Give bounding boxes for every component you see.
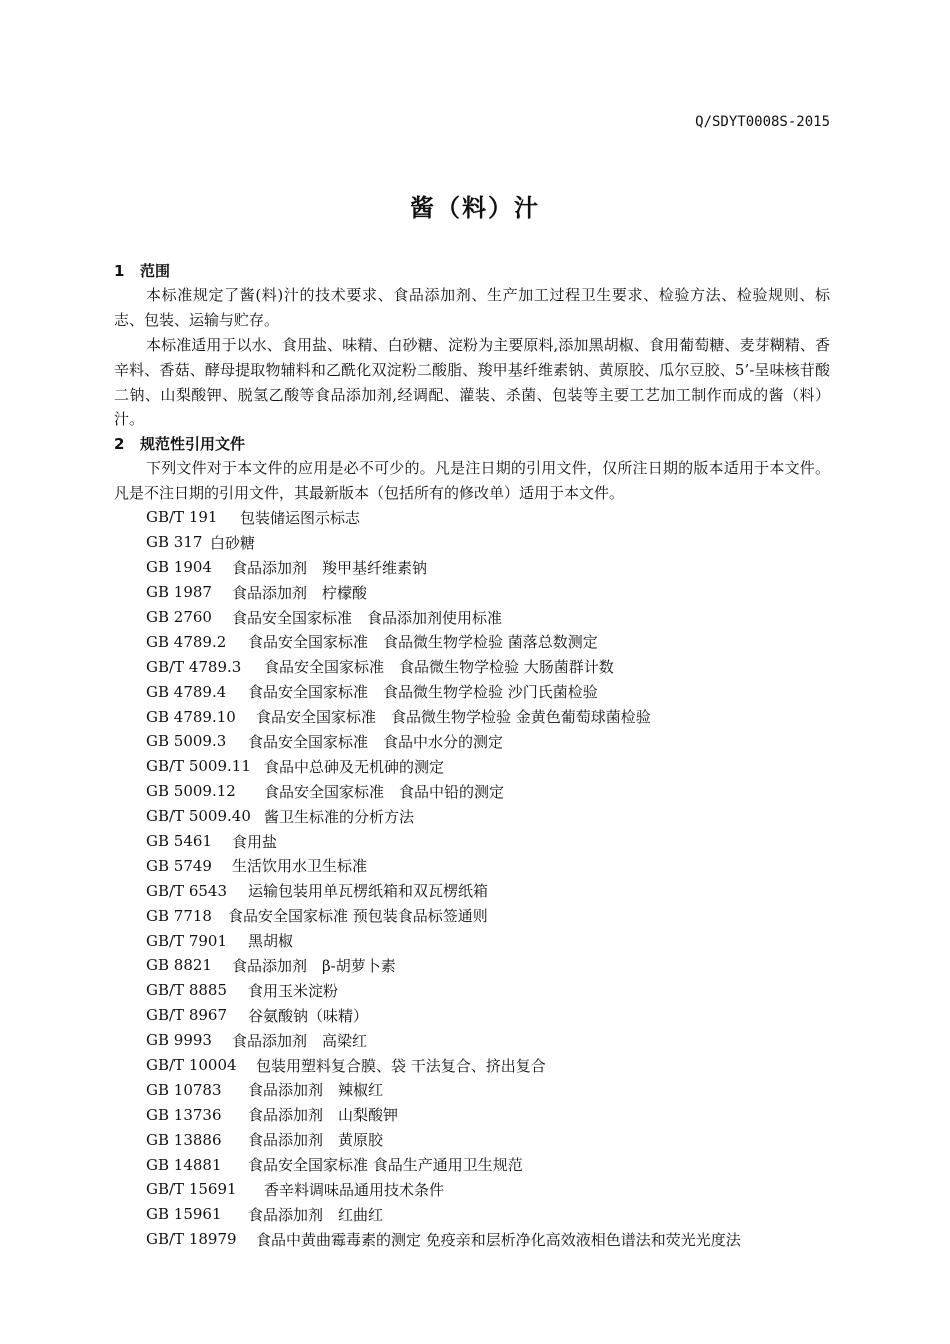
reference-code: GB/T 4789.3 — [146, 657, 242, 676]
reference-item — [146, 1202, 846, 1227]
reference-title: 食品添加剂 β-胡萝卜素 — [232, 956, 396, 975]
reference-title: 食品安全国家标准 食品中铅的测定 — [264, 782, 505, 801]
reference-code: GB 13886 — [146, 1130, 222, 1149]
reference-item — [146, 505, 846, 530]
reference-title: 食品添加剂 辣椒红 — [248, 1081, 384, 1100]
reference-code: GB 13736 — [146, 1105, 222, 1124]
reference-title: 食品添加剂 羧甲基纤维素钠 — [232, 558, 428, 577]
reference-title: 食用盐 — [232, 832, 278, 851]
reference-code: GB 4789.2 — [146, 632, 227, 651]
reference-code: GB 5749 — [146, 856, 212, 875]
normative-references-list — [146, 505, 846, 1252]
reference-code: GB 4789.4 — [146, 682, 227, 701]
reference-title: 食品添加剂 柠檬酸 — [232, 583, 368, 602]
reference-item — [146, 1177, 846, 1202]
reference-code: GB/T 5009.11 — [146, 757, 251, 776]
reference-code: GB/T 18979 — [146, 1230, 237, 1249]
reference-item — [146, 754, 846, 779]
reference-item — [146, 1028, 846, 1053]
section-1-heading — [114, 260, 170, 281]
reference-code: GB 2760 — [146, 608, 212, 626]
reference-code: GB/T 6543 — [146, 881, 228, 900]
reference-item — [146, 729, 846, 754]
section-title: 规范性引用文件 — [140, 435, 246, 453]
document-title: 酱（料）汁 — [410, 194, 540, 222]
reference-item — [146, 1003, 846, 1028]
section-1-paragraph-1: 本标准规定了酱(料)汁的技术要求、食品添加剂、生产加工过程卫生要求、检验方法、检验规则、标志、包装、运输与贮存。 — [114, 286, 830, 329]
section-title: 范围 — [140, 262, 171, 280]
reference-code: GB 10783 — [146, 1080, 222, 1099]
section-number: 2 — [114, 435, 125, 453]
reference-title: 食品安全国家标准 食品微生物学检验 大肠菌群计数 — [264, 658, 614, 677]
reference-item — [146, 605, 846, 630]
reference-code: GB 1904 — [146, 558, 212, 577]
section-2-paragraph-1: 下列文件对于本文件的应用是必不可少的。凡是注日期的引用文件，仅所注日期的版本适用于本文件。凡是不注日期的引用文件，其最新版本（包括所有的修改单）适用于本文件。 — [114, 459, 830, 502]
reference-item — [146, 654, 846, 679]
reference-code: GB 317 — [146, 533, 203, 552]
reference-code: GB 5461 — [146, 832, 212, 851]
document-code: Q/SDYT0008S-2015 — [695, 114, 830, 130]
reference-item — [146, 679, 846, 704]
reference-code: GB 9993 — [146, 1031, 212, 1050]
reference-code: GB 15961 — [146, 1205, 222, 1224]
reference-title: 食品安全国家标准 食品中水分的测定 — [248, 732, 504, 751]
reference-code: GB 4789.10 — [146, 707, 236, 726]
reference-title: 食品安全国家标准 预包装食品标签通则 — [228, 907, 488, 926]
reference-code: GB 5009.12 — [146, 782, 236, 801]
reference-title: 食用玉米淀粉 — [248, 981, 339, 1000]
reference-item — [146, 978, 846, 1003]
reference-item — [146, 704, 846, 729]
reference-title: 黑胡椒 — [248, 932, 294, 951]
reference-code: GB 8821 — [146, 956, 212, 975]
reference-item — [146, 1102, 846, 1127]
reference-item — [146, 878, 846, 903]
reference-title: 食品安全国家标准 食品添加剂使用标准 — [232, 608, 503, 627]
reference-item — [146, 853, 846, 878]
reference-title: 香辛料调味品通用技术条件 — [264, 1180, 445, 1199]
reference-title: 生活饮用水卫生标准 — [232, 857, 368, 876]
section-2-heading — [114, 433, 245, 454]
reference-item — [146, 779, 846, 804]
reference-item — [146, 928, 846, 953]
reference-code: GB 7718 — [146, 906, 212, 925]
section-1-paragraph-2: 本标准适用于以水、食用盐、味精、白砂糖、淀粉为主要原料,添加黑胡椒、食用葡萄糖、麦芽糊精、香辛料、香菇、酵母提取物辅料和乙酰化双淀粉二酸脂、羧甲基纤维素钠、黄原胶、瓜尔豆胶、5’-呈味核苷酸二钠、山梨酸钾、脱氢乙酸等食品添加剂,经调配、灌装、杀菌、包装等主要工艺加工制作而成的酱（料）汁。 — [114, 336, 830, 429]
reference-title: 包装储运图示标志 — [240, 508, 361, 527]
reference-title: 食品安全国家标准 食品微生物学检验 沙门氏菌检验 — [248, 683, 598, 702]
reference-item — [146, 580, 846, 605]
reference-code: GB 1987 — [146, 583, 212, 602]
reference-title: 食品添加剂 山梨酸钾 — [248, 1106, 399, 1125]
reference-code: GB/T 8967 — [146, 1006, 228, 1025]
reference-item — [146, 530, 846, 555]
reference-title: 酱卫生标准的分析方法 — [264, 807, 415, 826]
reference-code: GB/T 5009.40 — [146, 807, 251, 826]
reference-title: 谷氨酸钠（味精） — [248, 1006, 369, 1025]
reference-title: 白砂糖 — [210, 533, 256, 552]
reference-code: GB 14881 — [146, 1155, 222, 1174]
reference-item — [146, 804, 846, 829]
reference-code: GB/T 15691 — [146, 1180, 237, 1199]
reference-item — [146, 829, 846, 854]
reference-code: GB 5009.3 — [146, 732, 227, 751]
reference-title: 运输包装用单瓦楞纸箱和双瓦楞纸箱 — [248, 882, 489, 901]
reference-title: 食品添加剂 黄原胶 — [248, 1131, 384, 1150]
reference-item — [146, 1127, 846, 1152]
reference-title: 包装用塑料复合膜、袋 干法复合、挤出复合 — [256, 1056, 546, 1075]
reference-item — [146, 1227, 846, 1252]
section-number: 1 — [114, 262, 125, 280]
reference-title: 食品添加剂 高梁红 — [232, 1031, 368, 1050]
reference-item — [146, 629, 846, 654]
reference-title: 食品安全国家标准 食品生产通用卫生规范 — [248, 1156, 523, 1175]
reference-item — [146, 1152, 846, 1177]
reference-code: GB/T 8885 — [146, 981, 228, 1000]
reference-title: 食品中黄曲霉毒素的测定 免疫亲和层析净化高效液相色谱法和荧光光度法 — [256, 1230, 741, 1249]
reference-item — [146, 903, 846, 928]
reference-code: GB/T 191 — [146, 508, 218, 527]
reference-title: 食品中总砷及无机砷的测定 — [264, 757, 445, 776]
reference-code: GB/T 7901 — [146, 931, 228, 950]
reference-title: 食品添加剂 红曲红 — [248, 1205, 384, 1224]
reference-item — [146, 953, 846, 978]
reference-title: 食品安全国家标准 食品微生物学检验 菌落总数测定 — [248, 633, 598, 652]
reference-item — [146, 1053, 846, 1078]
reference-title: 食品安全国家标准 食品微生物学检验 金黄色葡萄球菌检验 — [256, 708, 651, 727]
reference-code: GB/T 10004 — [146, 1056, 237, 1075]
reference-item — [146, 555, 846, 580]
reference-item — [146, 1077, 846, 1102]
